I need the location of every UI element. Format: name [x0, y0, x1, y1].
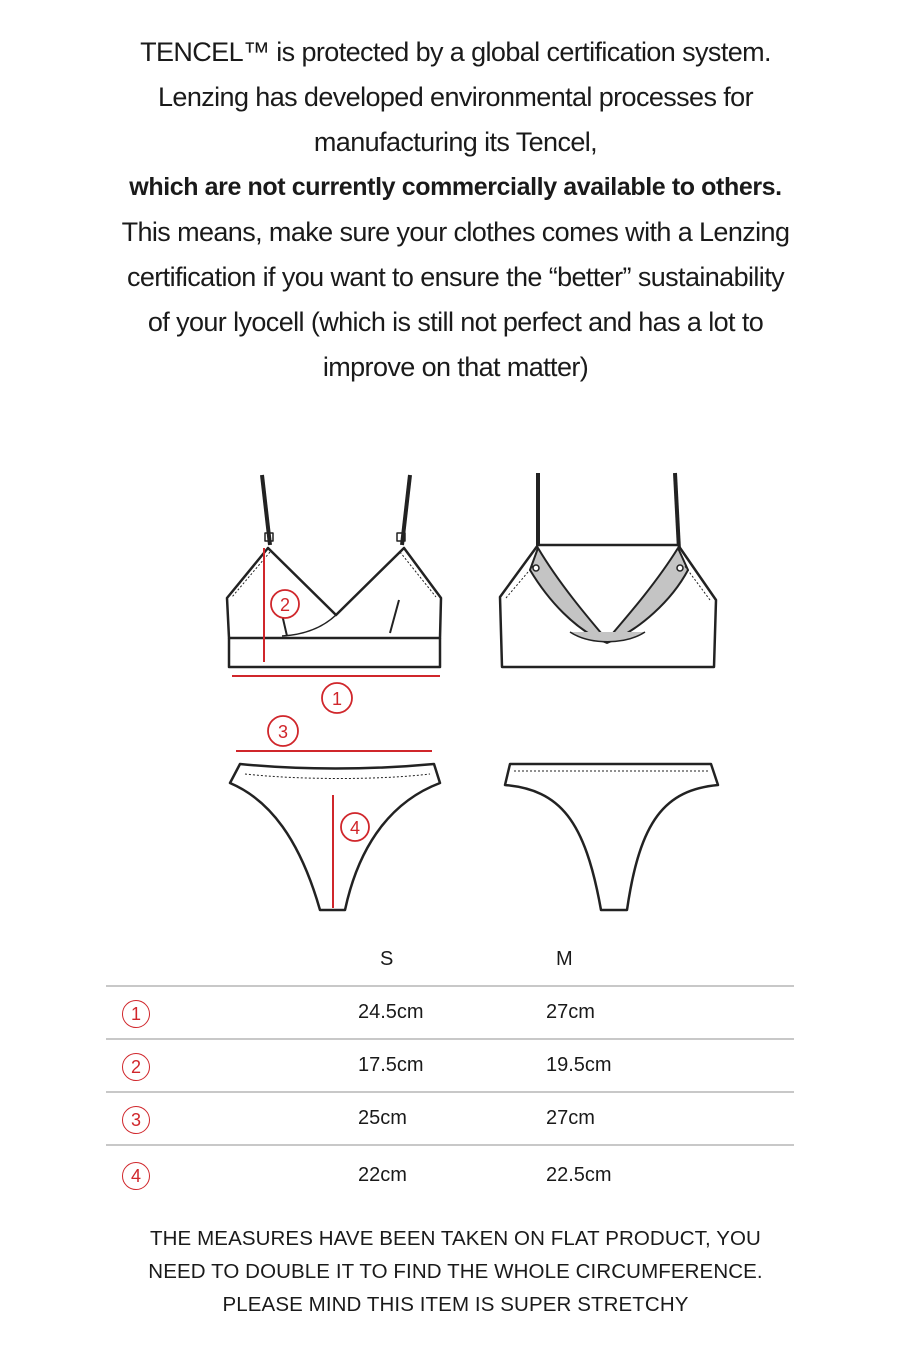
description-line-8: improve on that matter) — [322, 352, 589, 382]
description-line-2: Lenzing has developed environmental processes for — [158, 82, 753, 112]
note-line-3: PLEASE MIND THIS ITEM IS SUPER STRETCHY — [222, 1293, 689, 1316]
size-s-value: 17.5cm — [358, 1054, 424, 1076]
description-line-6: certification if you want to ensure the “better” sustainability — [126, 262, 785, 292]
size-m-value: 27cm — [546, 1001, 595, 1023]
table-row — [106, 1038, 794, 1091]
svg-text:2: 2 — [279, 595, 291, 615]
description-line-emphasis: which are not currently commercially available to others. — [129, 173, 782, 201]
marker-2-icon: 2 — [122, 1053, 150, 1081]
size-s-value: 24.5cm — [358, 1001, 424, 1023]
bra-front-measure-marks — [232, 548, 440, 676]
marker-4-icon: 4 — [122, 1162, 150, 1190]
size-s-value: 25cm — [358, 1107, 407, 1129]
measurement-diagram — [0, 460, 911, 920]
size-m-value: 19.5cm — [546, 1054, 612, 1076]
brief-front-drawing — [230, 764, 440, 910]
marker-3-icon — [268, 716, 298, 746]
size-s-value: 22cm — [358, 1164, 407, 1186]
description-line-3: manufacturing its Tencel, — [313, 127, 598, 157]
size-table-header — [106, 940, 794, 985]
table-row — [106, 985, 794, 1038]
description-line-1: TENCEL™ is protected by a global certification system. — [140, 37, 771, 67]
size-m-header: M — [556, 948, 573, 970]
brief-back-drawing — [505, 764, 718, 910]
marker-2-icon — [271, 590, 299, 618]
bra-front-drawing — [227, 475, 441, 667]
size-table — [106, 940, 794, 1204]
size-m-value: 22.5cm — [546, 1164, 612, 1186]
size-s-header: S — [380, 948, 394, 970]
bra-back-drawing — [500, 473, 716, 667]
description-line-5: This means, make sure your clothes comes with a Lenzing — [121, 217, 790, 247]
measurement-note — [0, 1222, 911, 1321]
marker-4-icon — [341, 813, 369, 841]
table-row — [106, 1091, 794, 1144]
table-row — [106, 1144, 794, 1204]
marker-1-icon: 1 — [122, 1000, 150, 1028]
description-line-7: of your lyocell (which is still not perfect and has a lot to — [147, 307, 764, 337]
tencel-description — [0, 30, 911, 390]
size-m-value: 27cm — [546, 1107, 595, 1129]
marker-1-icon — [322, 683, 352, 713]
marker-3-icon: 3 — [122, 1106, 150, 1134]
svg-text:3: 3 — [277, 722, 289, 742]
note-line-2: NEED TO DOUBLE IT TO FIND THE WHOLE CIRCUMFERENCE. — [148, 1260, 763, 1283]
svg-text:4: 4 — [349, 818, 361, 838]
svg-text:1: 1 — [331, 689, 343, 709]
note-line-1: THE MEASURES HAVE BEEN TAKEN ON FLAT PRODUCT, YOU — [150, 1227, 761, 1250]
